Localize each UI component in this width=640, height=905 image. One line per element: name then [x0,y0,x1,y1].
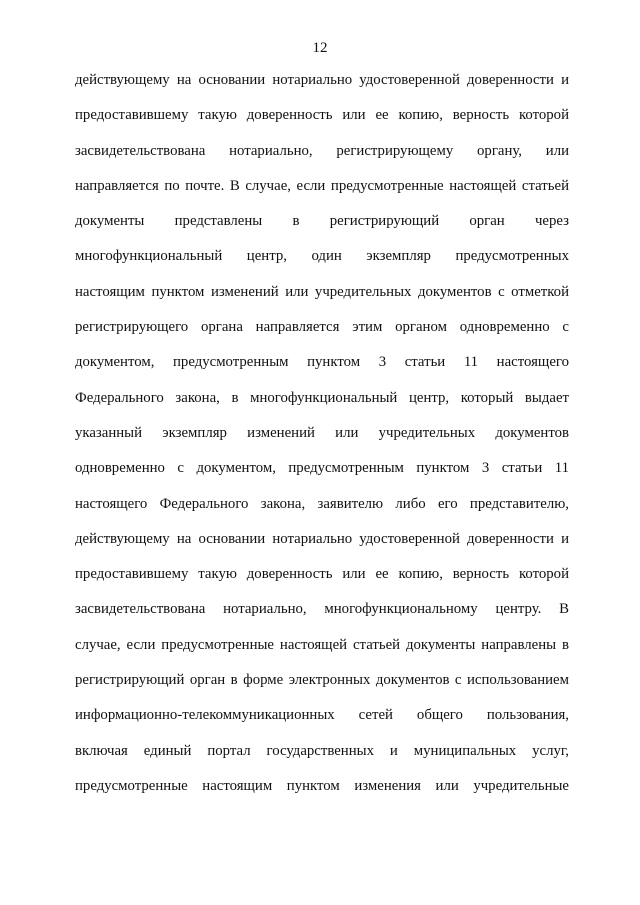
text-line: настоящим пунктом изменений или учредительных документов с отметкой [75,283,569,300]
text-line: действующему на основании нотариально удостоверенной доверенности и [75,530,569,547]
text-line: предоставившему такую доверенность или ее копию, верность которой [75,566,569,583]
text-line: регистрирующего органа направляется этим органом одновременно с [75,319,569,336]
text-line: предоставившему такую доверенность или ее копию, верность которой [75,107,569,124]
text-line: документы представлены в регистрирующий орган через [75,213,569,230]
text-line: засвидетельствована нотариально, регистрирующему органу, или [75,142,569,159]
text-line: информационно-телекоммуникационных сетей общего пользования, [75,707,569,724]
text-line: предусмотренные настоящим пунктом изменения или учредительные [75,777,569,794]
text-line: документом, предусмотренным пунктом 3 статьи 11 настоящего [75,354,569,371]
text-line: регистрирующий орган в форме электронных документов с использованием [75,672,569,689]
body-paragraph [75,70,569,811]
text-line: Федерального закона, в многофункциональный центр, который выдает [75,389,569,406]
text-line: направляется по почте. В случае, если предусмотренные настоящей статьей [75,177,569,194]
text-line: засвидетельствована нотариально, многофункциональному центру. В [75,601,569,618]
text-line: многофункциональный центр, один экземпляр предусмотренных [75,248,569,265]
page-number: 12 [312,40,328,56]
text-line: действующему на основании нотариально удостоверенной доверенности и [75,72,569,88]
text-line: настоящего Федерального закона, заявителю либо его представителю, [75,495,569,512]
text-line: одновременно с документом, предусмотренным пунктом 3 статьи 11 [75,460,569,477]
text-line: случае, если предусмотренные настоящей статьей документы направлены в [75,636,569,653]
text-line: включая единый портал государственных и муниципальных услуг, [75,742,569,759]
text-line: указанный экземпляр изменений или учредительных документов [75,424,569,441]
